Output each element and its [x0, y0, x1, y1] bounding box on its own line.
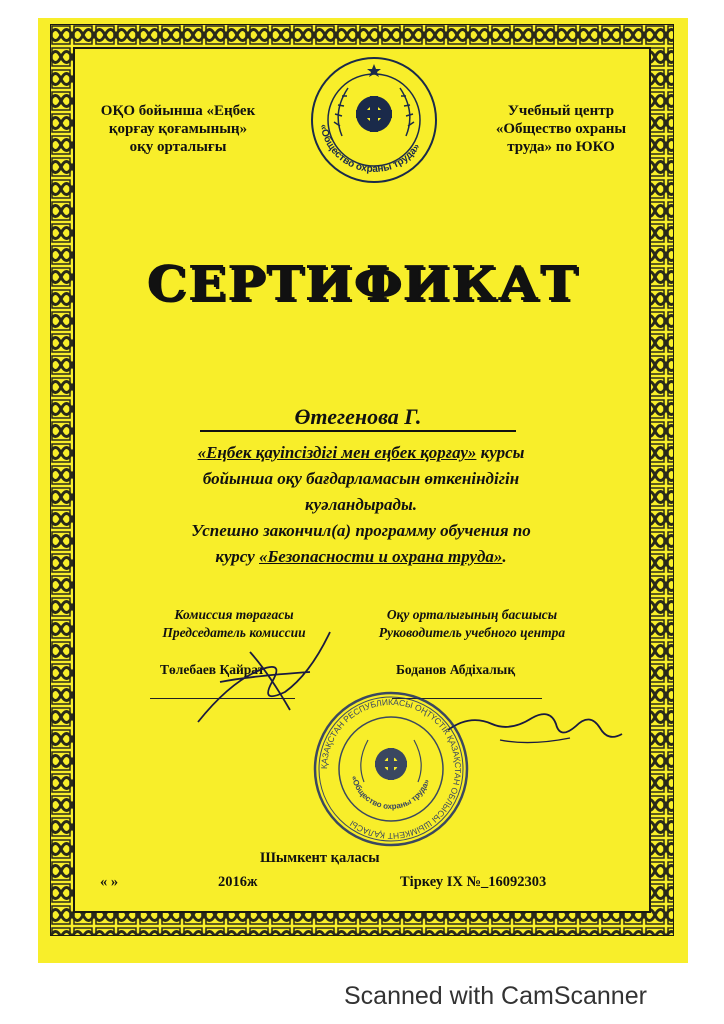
right-signatory-name: Боданов Абдіхалық: [396, 662, 516, 677]
year: 2016ж: [218, 874, 258, 890]
left-title-ru: Председатель комиссии: [162, 625, 306, 640]
body-line-1: [96, 440, 626, 466]
recipient-name: Өтегенова Г.: [200, 404, 516, 432]
certificate-title: СЕРТИФИКАТ: [146, 256, 579, 312]
header-left-line: оқу орталығы: [129, 139, 227, 155]
right-title-ru: Руководитель учебного центра: [378, 625, 566, 640]
course-name-kz: «Еңбек қауіпсіздігі мен еңбек қорғау»: [197, 443, 477, 462]
header-left: [68, 102, 288, 156]
stamp-inner-text: «Общество охраны труда»: [349, 774, 432, 812]
body-line-5-prefix: курсу: [215, 547, 259, 566]
header-left-line: қорғау қоғамының»: [108, 121, 248, 137]
stamp-outer-text: ҚАЗАҚСТАН РЕСПУБЛИКАСЫ ОҢТҮСТІК ҚАЗАҚСТАН ОБЛЫСЫ ШЫМКЕНТ ҚАЛАСЫ: [318, 696, 464, 842]
header-right: [466, 102, 656, 156]
organization-logo: [302, 56, 446, 190]
header-right-line: «Общество охраны: [495, 121, 627, 137]
body-line-4: Успешно закончил(а) программу обучения по: [191, 521, 531, 540]
logo-text: «Общество охраны труда»: [317, 123, 423, 176]
scanner-watermark: Scanned with CamScanner: [344, 982, 647, 1010]
left-title-kz: Комиссия төрағасы: [174, 607, 294, 622]
city: Шымкент қаласы: [260, 850, 380, 866]
body-line-5: [96, 544, 626, 570]
right-title-kz: Оқу орталығының басшысы: [386, 607, 558, 622]
header-right-line: Учебный центр: [507, 103, 615, 119]
date-quotes: « »: [100, 874, 119, 890]
header-left-line: ОҚО бойынша «Еңбек: [100, 103, 256, 119]
body-line-5-suffix: .: [502, 547, 507, 566]
body-line-3: куәландырады.: [304, 495, 418, 514]
body-line-1-suffix: курсы: [476, 443, 525, 462]
body-line-2: бойынша оқу бағдарламасын өткеніндігін: [202, 469, 520, 488]
header-right-line: труда» по ЮКО: [507, 139, 615, 155]
left-signatory-name: Төлебаев Қайрат: [160, 662, 265, 677]
right-signatory-title: [352, 606, 592, 642]
official-stamp: [312, 690, 470, 848]
registration-number: Тіркеу IX №_16092303: [400, 874, 547, 890]
course-name-ru: «Безопасности и охрана труда»: [259, 547, 503, 566]
